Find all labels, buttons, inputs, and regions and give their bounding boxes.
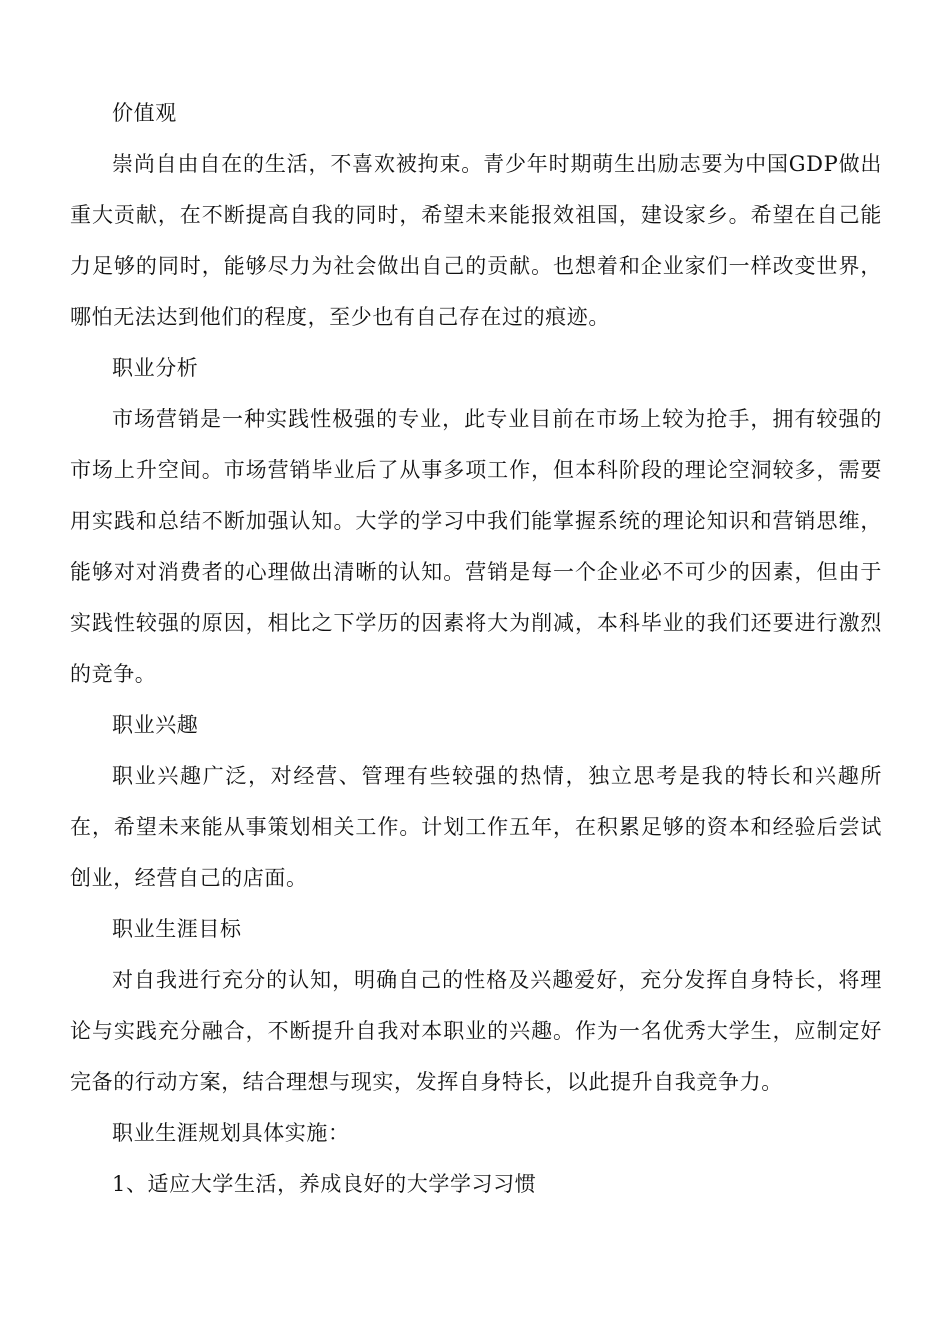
section-heading-implementation: 职业生涯规划具体实施： — [112, 1121, 350, 1145]
section-heading-career-interest: 职业兴趣 — [112, 713, 199, 737]
paragraph-values: 崇尚自由自在的生活，不喜欢被拘束。青少年时期萌生出励志要为中国GDP做出重大贡献，在不断提高自我的同时，希望未来能报效祖国，建设家乡。希望在自己能力足够的同时，能够尽力为社会做出自己的贡献。也想着和企业家们一样改变世界，哪怕无法达到他们的程度，至少也有自己存在过的痕迹。 — [70, 152, 882, 329]
list-item-adapt-university-life: 1、适应大学生活，养成良好的大学学习习惯 — [112, 1172, 537, 1196]
section-heading-career-goal: 职业生涯目标 — [112, 917, 242, 941]
paragraph-career-interest: 职业兴趣广泛，对经营、管理有些较强的热情，独立思考是我的特长和兴趣所在，希望未来能从事策划相关工作。计划工作五年，在积累足够的资本和经验后尝试创业，经营自己的店面。 — [70, 764, 882, 890]
section-heading-values: 价值观 — [112, 101, 177, 125]
paragraph-career-analysis: 市场营销是一种实践性极强的专业，此专业目前在市场上较为抢手，拥有较强的市场上升空间。市场营销毕业后了从事多项工作，但本科阶段的理论空洞较多，需要用实践和总结不断加强认知。大学的学习中我们能掌握系统的理论知识和营销思维，能够对对消费者的心理做出清晰的认知。营销是每一个企业必不可少的因素，但由于实践性较强的原因，相比之下学历的因素将大为削减，本科毕业的我们还要进行激烈的竞争。 — [70, 407, 882, 686]
paragraph-career-goal: 对自我进行充分的认知，明确自己的性格及兴趣爱好，充分发挥自身特长，将理论与实践充分融合，不断提升自我对本职业的兴趣。作为一名优秀大学生，应制定好完备的行动方案，结合理想与现实，发挥自身特长，以此提升自我竞争力。 — [70, 968, 882, 1094]
section-heading-career-analysis: 职业分析 — [112, 356, 199, 380]
document-body — [70, 88, 882, 1210]
